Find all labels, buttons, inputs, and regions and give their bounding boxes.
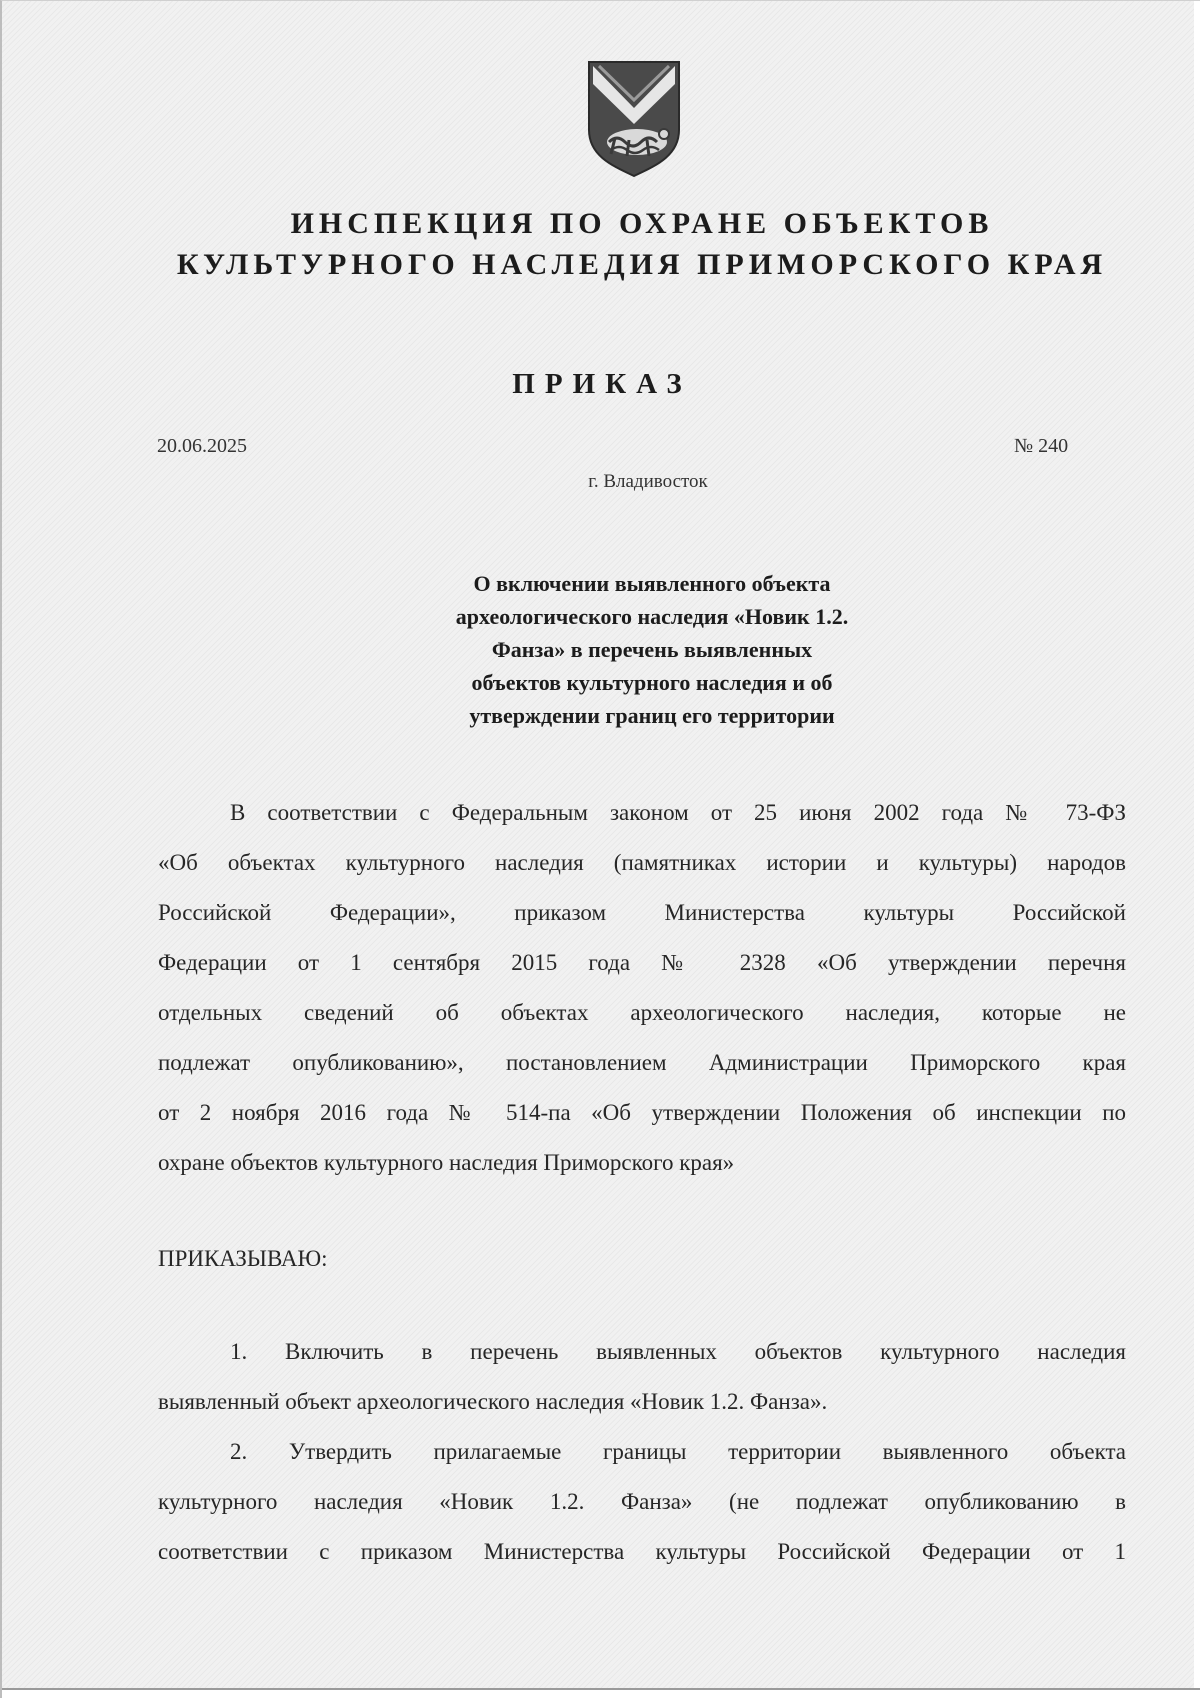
preamble-line: подлежат опубликованию», постановлением Администрации Приморского края bbox=[158, 1050, 1126, 1075]
document-type-heading: ПРИКАЗ bbox=[512, 368, 692, 400]
subject-line: Фанза» в перечень выявленных bbox=[491, 637, 813, 662]
item-line: соответствии с приказом Министерства культуры Российской Федерации от 1 bbox=[158, 1539, 1126, 1564]
order-item-1 bbox=[158, 1327, 1126, 1427]
document-date: 20.06.2025 bbox=[157, 435, 247, 457]
subject-line: археологического наследия «Новик 1.2. bbox=[455, 604, 849, 629]
preamble-line: Федерации от 1 сентября 2015 года № 2328 «Об утверждении перечня bbox=[158, 950, 1126, 975]
item-line: выявленный объект археологического наследия «Новик 1.2. Фанза». bbox=[158, 1389, 828, 1414]
order-directive: ПРИКАЗЫВАЮ: bbox=[158, 1246, 328, 1271]
preamble-line: отдельных сведений об объектах археологического наследия, которые не bbox=[158, 1000, 1126, 1025]
organization-name bbox=[102, 203, 1182, 285]
page-edge-right bbox=[1194, 1, 1200, 1698]
subject-line: утверждении границ его территории bbox=[469, 703, 835, 728]
organization-line-2: КУЛЬТУРНОГО НАСЛЕДИЯ ПРИМОРСКОГО КРАЯ bbox=[176, 248, 1108, 281]
coat-of-arms-icon bbox=[585, 58, 683, 178]
preamble-line: В соответствии с Федеральным законом от 25 июня 2002 года № 73-ФЗ bbox=[230, 800, 1126, 825]
preamble-line: «Об объектах культурного наследия (памятниках истории и культуры) народов bbox=[158, 850, 1126, 875]
document-city: г. Владивосток bbox=[588, 471, 708, 492]
item-line: 1. Включить в перечень выявленных объектов культурного наследия bbox=[230, 1339, 1126, 1364]
preamble-line: Российской Федерации», приказом Министерства культуры Российской bbox=[158, 900, 1126, 925]
subject-line: объектов культурного наследия и об bbox=[471, 670, 833, 695]
order-subject bbox=[382, 567, 922, 732]
item-line: 2. Утвердить прилагаемые границы территории выявленного объекта bbox=[230, 1439, 1126, 1464]
preamble-paragraph bbox=[158, 788, 1126, 1188]
preamble-line: от 2 ноября 2016 года № 514-па «Об утверждении Положения об инспекции по bbox=[158, 1100, 1126, 1125]
preamble-line: охране объектов культурного наследия Приморского края» bbox=[158, 1150, 735, 1175]
organization-line-1: ИНСПЕКЦИЯ ПО ОХРАНЕ ОБЪЕКТОВ bbox=[290, 207, 994, 240]
document-number: № 240 bbox=[1014, 435, 1069, 457]
subject-line: О включении выявленного объекта bbox=[473, 571, 831, 596]
order-item-2 bbox=[158, 1427, 1126, 1577]
item-line: культурного наследия «Новик 1.2. Фанза» (не подлежат опубликованию в bbox=[158, 1489, 1126, 1514]
page-edge-bottom bbox=[2, 1688, 1200, 1698]
